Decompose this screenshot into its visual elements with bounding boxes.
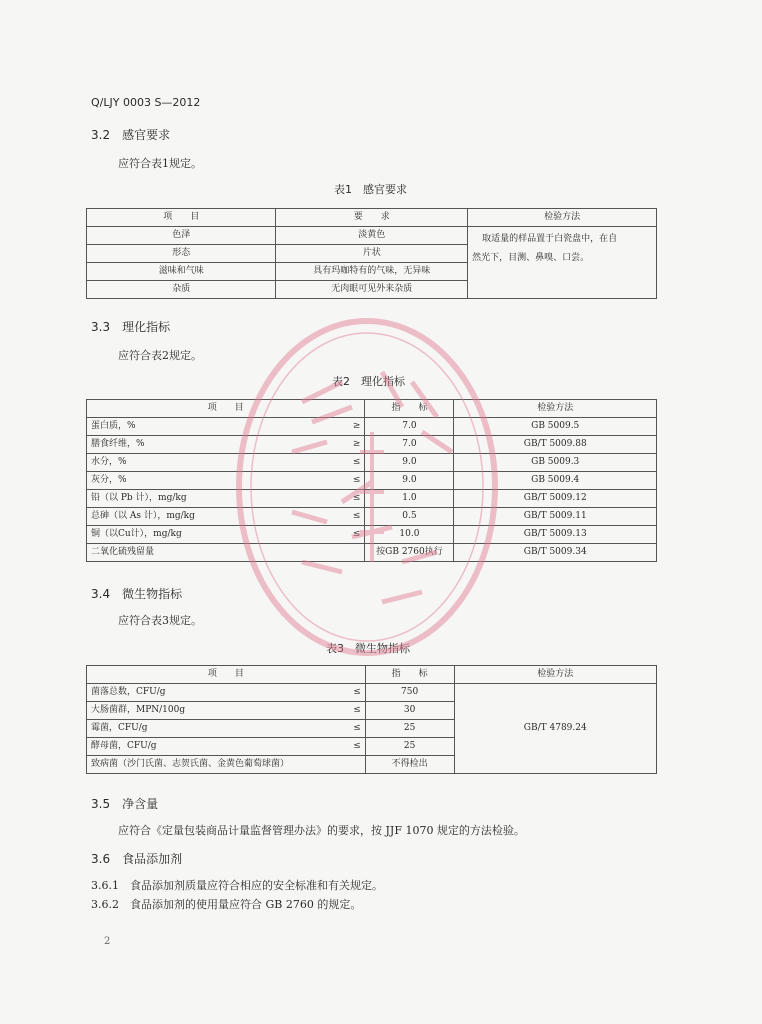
table-caption: 表3 微生物指标 xyxy=(326,642,410,655)
cell: 25 xyxy=(365,720,454,738)
cell: 25 xyxy=(365,738,454,756)
section-heading: 3.3 理化指标 xyxy=(91,320,171,334)
method-line: 然光下，目测、鼻嗅、口尝。 xyxy=(472,253,590,263)
operator-cell: ≤ xyxy=(311,738,365,756)
cell: GB/T 5009.13 xyxy=(454,526,657,544)
cell: 9.0 xyxy=(365,454,454,472)
table-header-row xyxy=(87,209,657,227)
cell: 30 xyxy=(365,702,454,720)
method-cell: GB/T 4789.24 xyxy=(454,684,656,774)
paragraph: 应符合表3规定。 xyxy=(118,614,202,627)
page-number: 2 xyxy=(104,936,111,947)
cell: 总砷（以 As 计），mg/kg xyxy=(87,508,312,526)
operator-cell xyxy=(311,544,365,562)
cell: 大肠菌群，MPN/100g xyxy=(87,702,312,720)
operator-cell: ≤ xyxy=(311,490,365,508)
operator-cell: ≤ xyxy=(311,684,365,702)
section-heading: 3.5 净含量 xyxy=(91,797,159,811)
operator-cell: ≥ xyxy=(311,418,365,436)
section-heading: 3.2 感官要求 xyxy=(91,128,171,142)
table-row xyxy=(87,472,657,490)
cell: 片状 xyxy=(276,245,468,263)
cell: 铜（以Cu计），mg/kg xyxy=(87,526,312,544)
document-code: Q/LJY 0003 S—2012 xyxy=(91,96,201,109)
table-row xyxy=(87,526,657,544)
table-row xyxy=(87,684,657,702)
cell: 1.0 xyxy=(365,490,454,508)
operator-cell: ≤ xyxy=(311,526,365,544)
operator-cell: ≤ xyxy=(311,702,365,720)
table-row xyxy=(87,418,657,436)
method-line: 取适量的样品置于白瓷盘中，在自 xyxy=(482,234,618,244)
paragraph: 应符合表2规定。 xyxy=(118,349,202,362)
header-cell: 项 目 xyxy=(87,209,276,227)
cell: GB/T 5009.88 xyxy=(454,436,657,454)
table-caption: 表1 感官要求 xyxy=(334,183,407,196)
table-row xyxy=(87,508,657,526)
cell: 蛋白质，% xyxy=(87,418,312,436)
cell: 形态 xyxy=(87,245,276,263)
section-heading: 3.6 食品添加剂 xyxy=(91,852,183,866)
cell: 淡黄色 xyxy=(276,227,468,245)
table-header-row xyxy=(87,666,657,684)
table-row xyxy=(87,544,657,562)
table-row xyxy=(87,436,657,454)
table-row xyxy=(87,454,657,472)
cell: 10.0 xyxy=(365,526,454,544)
cell: 不得检出 xyxy=(365,756,454,774)
cell: GB 5009.3 xyxy=(454,454,657,472)
cell: 杂质 xyxy=(87,281,276,299)
cell: 0.5 xyxy=(365,508,454,526)
header-cell: 检验方法 xyxy=(454,666,656,684)
paragraph: 应符合表1规定。 xyxy=(118,157,202,170)
header-cell: 项 目 xyxy=(87,666,366,684)
header-cell: 要 求 xyxy=(276,209,468,227)
operator-cell: ≤ xyxy=(311,508,365,526)
cell: GB/T 5009.34 xyxy=(454,544,657,562)
method-cell xyxy=(468,227,657,299)
cell: 菌落总数，CFU/g xyxy=(87,684,312,702)
cell: 膳食纤维，% xyxy=(87,436,312,454)
cell: 滋味和气味 xyxy=(87,263,276,281)
cell: 750 xyxy=(365,684,454,702)
operator-cell: ≤ xyxy=(311,454,365,472)
header-cell: 项 目 xyxy=(87,400,365,418)
sensory-table xyxy=(86,208,657,299)
cell: 霉菌，CFU/g xyxy=(87,720,312,738)
header-cell: 指 标 xyxy=(365,400,454,418)
section-heading: 3.4 微生物指标 xyxy=(91,587,183,601)
cell: 铅（以 Pb 计），mg/kg xyxy=(87,490,312,508)
cell: GB/T 5009.12 xyxy=(454,490,657,508)
cell: 具有玛咖特有的气味，无异味 xyxy=(276,263,468,281)
table-caption: 表2 理化指标 xyxy=(332,375,405,388)
cell: 按GB 2760执行 xyxy=(365,544,454,562)
cell: 7.0 xyxy=(365,418,454,436)
operator-cell: ≤ xyxy=(311,472,365,490)
header-cell: 检验方法 xyxy=(468,209,657,227)
cell: 灰分，% xyxy=(87,472,312,490)
header-cell: 检验方法 xyxy=(454,400,657,418)
table-row xyxy=(87,490,657,508)
cell: GB 5009.5 xyxy=(454,418,657,436)
cell: 无肉眼可见外来杂质 xyxy=(276,281,468,299)
cell: 7.0 xyxy=(365,436,454,454)
cell: 水分，% xyxy=(87,454,312,472)
cell: 致病菌（沙门氏菌、志贺氏菌、金黄色葡萄球菌） xyxy=(87,756,312,774)
clause: 3.6.1 食品添加剂质量应符合相应的安全标准和有关规定。 xyxy=(91,879,383,892)
clause: 3.6.2 食品添加剂的使用量应符合 GB 2760 的规定。 xyxy=(91,898,362,911)
cell: 二氧化硫残留量 xyxy=(87,544,312,562)
cell: GB 5009.4 xyxy=(454,472,657,490)
physicochemical-table xyxy=(86,399,657,562)
microbial-table xyxy=(86,665,657,774)
table-row xyxy=(87,227,657,245)
table-header-row xyxy=(87,400,657,418)
operator-cell: ≤ xyxy=(311,720,365,738)
cell: GB/T 5009.11 xyxy=(454,508,657,526)
paragraph: 应符合《定量包装商品计量监督管理办法》的要求，按 JJF 1070 规定的方法检验。 xyxy=(118,824,525,837)
operator-cell xyxy=(311,756,365,774)
cell: 色泽 xyxy=(87,227,276,245)
cell: 9.0 xyxy=(365,472,454,490)
cell: 酵母菌，CFU/g xyxy=(87,738,312,756)
operator-cell: ≥ xyxy=(311,436,365,454)
header-cell: 指 标 xyxy=(365,666,454,684)
